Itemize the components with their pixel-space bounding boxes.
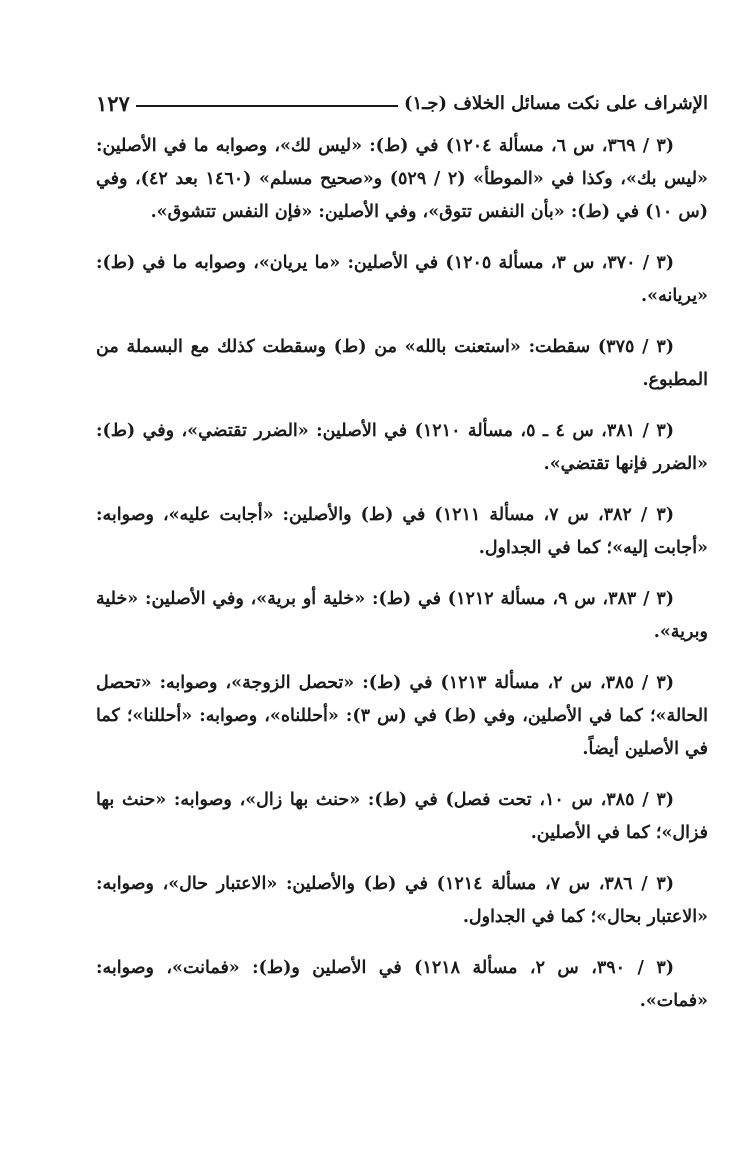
correction-entry: (٣ / ٣٨٢، س ٧، مسألة ١٢١١) في (ط) والأصلين: «أجابت عليه»، وصوابه: «أجابت إليه»؛ كما في الجداول. bbox=[96, 505, 708, 558]
page-body bbox=[96, 130, 708, 1018]
correction-entry: (٣ / ٣٧٠، س ٣، مسألة ١٢٠٥) في الأصلين: «ما يريان»، وصوابه ما في (ط): «يريانه». bbox=[96, 253, 708, 306]
running-header-title: الإشراف على نكت مسائل الخلاف (جـ١) bbox=[403, 92, 708, 114]
correction-entry: (٣ / ٣٨٥، س ١٠، تحت فصل) في (ط): «حنث بها زال»، وصوابه: «حنث بها فزال»؛ كما في الأصلين. bbox=[96, 790, 708, 843]
correction-entry: (٣ / ٣٩٠، س ٢، مسألة ١٢١٨) في الأصلين و(ط): «فمانت»، وصوابه: «فمات». bbox=[96, 958, 708, 1011]
correction-entry: (٣ / ٣٨١، س ٤ ـ ٥، مسألة ١٢١٠) في الأصلين: «الضرر تقتضي»، وفي (ط): «الضرر فإنها تقتضي». bbox=[96, 421, 708, 474]
running-header bbox=[96, 86, 708, 120]
correction-entry: (٣ / ٣٨٣، س ٩، مسألة ١٢١٢) في (ط): «خلية أو برية»، وفي الأصلين: «خلية وبرية». bbox=[96, 589, 708, 642]
correction-entry: (٣ / ٣٧٥) سقطت: «استعنت بالله» من (ط) وسقطت كذلك مع البسملة من المطبوع. bbox=[96, 337, 708, 390]
header-rule bbox=[136, 105, 398, 107]
correction-entry: (٣ / ٣٨٥، س ٢، مسألة ١٢١٣) في (ط): «تحصل الزوجة»، وصوابه: «تحصل الحالة»؛ كما في الأصلين، وفي (ط) في (س ٣): «أحللناه»، وصوابه: «أحللنا»؛ كما في الأصلين أيضاً. bbox=[96, 673, 708, 759]
correction-entry: (٣ / ٣٦٩، س ٦، مسألة ١٢٠٤) في (ط): «ليس لك»، وصوابه ما في الأصلين: «ليس بك»، وكذا في «الموطأ» (٢ / ٥٢٩) و«صحيح مسلم» (١٤٦٠ بعد ٤٢)، وفي (س ١٠) في (ط): «بأن النفس تتوق»، وفي الأصلين: «فإن النفس تتشوق». bbox=[96, 136, 708, 222]
correction-entry: (٣ / ٣٨٦، س ٧، مسألة ١٢١٤) في (ط) والأصلين: «الاعتبار حال»، وصوابه: «الاعتبار بحال»؛ كما في الجداول. bbox=[96, 874, 708, 927]
page-number: ١٢٧ bbox=[96, 90, 130, 116]
